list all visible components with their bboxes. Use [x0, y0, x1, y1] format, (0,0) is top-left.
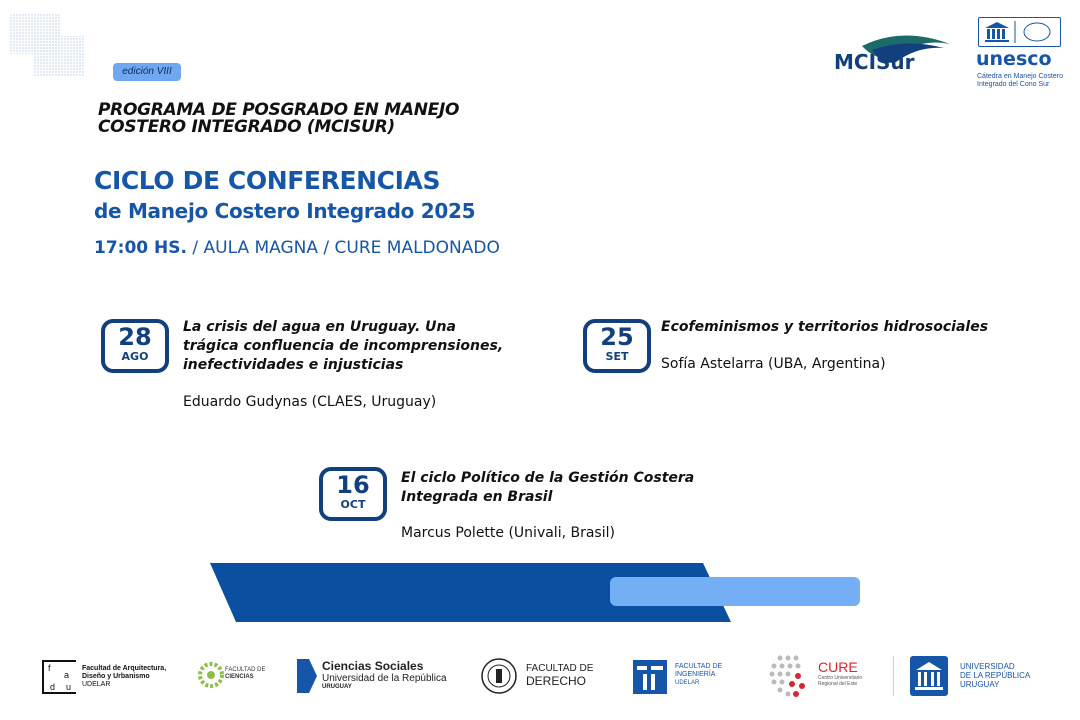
- talk-1-day: 28: [118, 323, 152, 351]
- talk-1-title-line: trágica confluencia de incomprensiones,: [183, 338, 504, 354]
- talk-3-month: OCT: [340, 498, 366, 511]
- talk-3-day: 16: [336, 471, 370, 499]
- fadu-text: Facultad de Arquitectura,: [82, 665, 167, 672]
- derecho-seal-icon: [480, 657, 518, 695]
- udelar-text: DE LA REPÚBLICA: [960, 671, 1031, 680]
- talk-1-title-line: inefectividades e injusticias: [183, 357, 404, 373]
- unesco-sub-line1: Cátedra en Manejo Costero: [977, 73, 1063, 80]
- sociales-text: Ciencias Sociales: [322, 659, 424, 673]
- ingenieria-text: INGENIERÍA: [675, 671, 716, 678]
- talk-1-month: AGO: [121, 350, 149, 363]
- fadu-text: UDELAR: [82, 681, 111, 688]
- footer-divider: [893, 656, 894, 696]
- talk-3-title-line: Integrada en Brasil: [401, 489, 553, 505]
- sociales-text: URUGUAY: [322, 684, 352, 690]
- mcisur-logo-text: MCISur: [834, 50, 915, 74]
- event-venue: / AULA MAGNA / CURE MALDONADO: [186, 238, 500, 258]
- ingenieria-text: FACULTAD DE: [675, 663, 723, 670]
- fadu-text: Diseño y Urbanismo: [82, 673, 150, 680]
- talk-2-month: SET: [605, 350, 629, 363]
- ciencias-logo: [197, 661, 267, 693]
- ciencias-text: CIENCIAS: [225, 674, 254, 680]
- cycle-title: CICLO DE CONFERENCIAS: [94, 166, 441, 195]
- sociales-icon: [297, 659, 317, 693]
- cure-text: Centro Universitario: [818, 675, 863, 681]
- ingenieria-logo: [633, 660, 733, 696]
- udelar-building-icon: [910, 656, 948, 696]
- talk-2-day: 25: [600, 323, 634, 351]
- talk-3-title-line: El ciclo Político de la Gestión Costera: [401, 470, 695, 486]
- derecho-text: FACULTAD DE: [526, 663, 594, 674]
- sociales-logo: [297, 659, 457, 695]
- cure-text: CURE: [818, 659, 858, 675]
- program-title-line2: COSTERO INTEGRADO (MCISUR): [98, 117, 395, 137]
- cycle-subtitle: de Manejo Costero Integrado 2025: [94, 199, 476, 223]
- edition-badge: edición VIII: [113, 63, 181, 81]
- derecho-logo: [480, 657, 600, 697]
- udelar-logo: [910, 656, 1050, 696]
- talk-2-title-line: Ecofeminismos y territorios hidrosociales: [661, 319, 989, 335]
- event-time: 17:00 HS.: [94, 238, 187, 258]
- udelar-text: UNIVERSIDAD: [960, 662, 1015, 671]
- talk-2-speaker: Sofía Astelarra (UBA, Argentina): [661, 356, 886, 372]
- derecho-text: DERECHO: [526, 674, 587, 688]
- ingenieria-icon: [633, 660, 667, 694]
- ciencias-flower-icon: [197, 661, 225, 689]
- talk-1-title-line: La crisis del agua en Uruguay. Una: [183, 319, 456, 335]
- talk-3-speaker: Marcus Polette (Univali, Brasil): [401, 525, 615, 541]
- cure-text: Regional del Este: [818, 681, 858, 687]
- unesco-sub-line2: Integrado del Cono Sur: [977, 81, 1050, 88]
- udelar-text: URUGUAY: [960, 680, 1000, 689]
- fadu-icon: f a d u: [42, 660, 76, 694]
- cure-logo: [768, 654, 868, 698]
- unesco-logo-text: unesco: [976, 48, 1052, 70]
- decorative-banner-accent: [610, 577, 860, 606]
- cure-dots-icon: [768, 654, 814, 698]
- fadu-logo: [42, 660, 182, 696]
- program-title-line1: PROGRAMA DE POSGRADO EN MANEJO: [98, 100, 460, 120]
- ciencias-text: FACULTAD DE: [225, 667, 266, 673]
- sociales-text: Universidad de la República: [322, 673, 447, 684]
- ingenieria-text: UDELAR: [675, 680, 700, 686]
- talk-1-speaker: Eduardo Gudynas (CLAES, Uruguay): [183, 394, 437, 410]
